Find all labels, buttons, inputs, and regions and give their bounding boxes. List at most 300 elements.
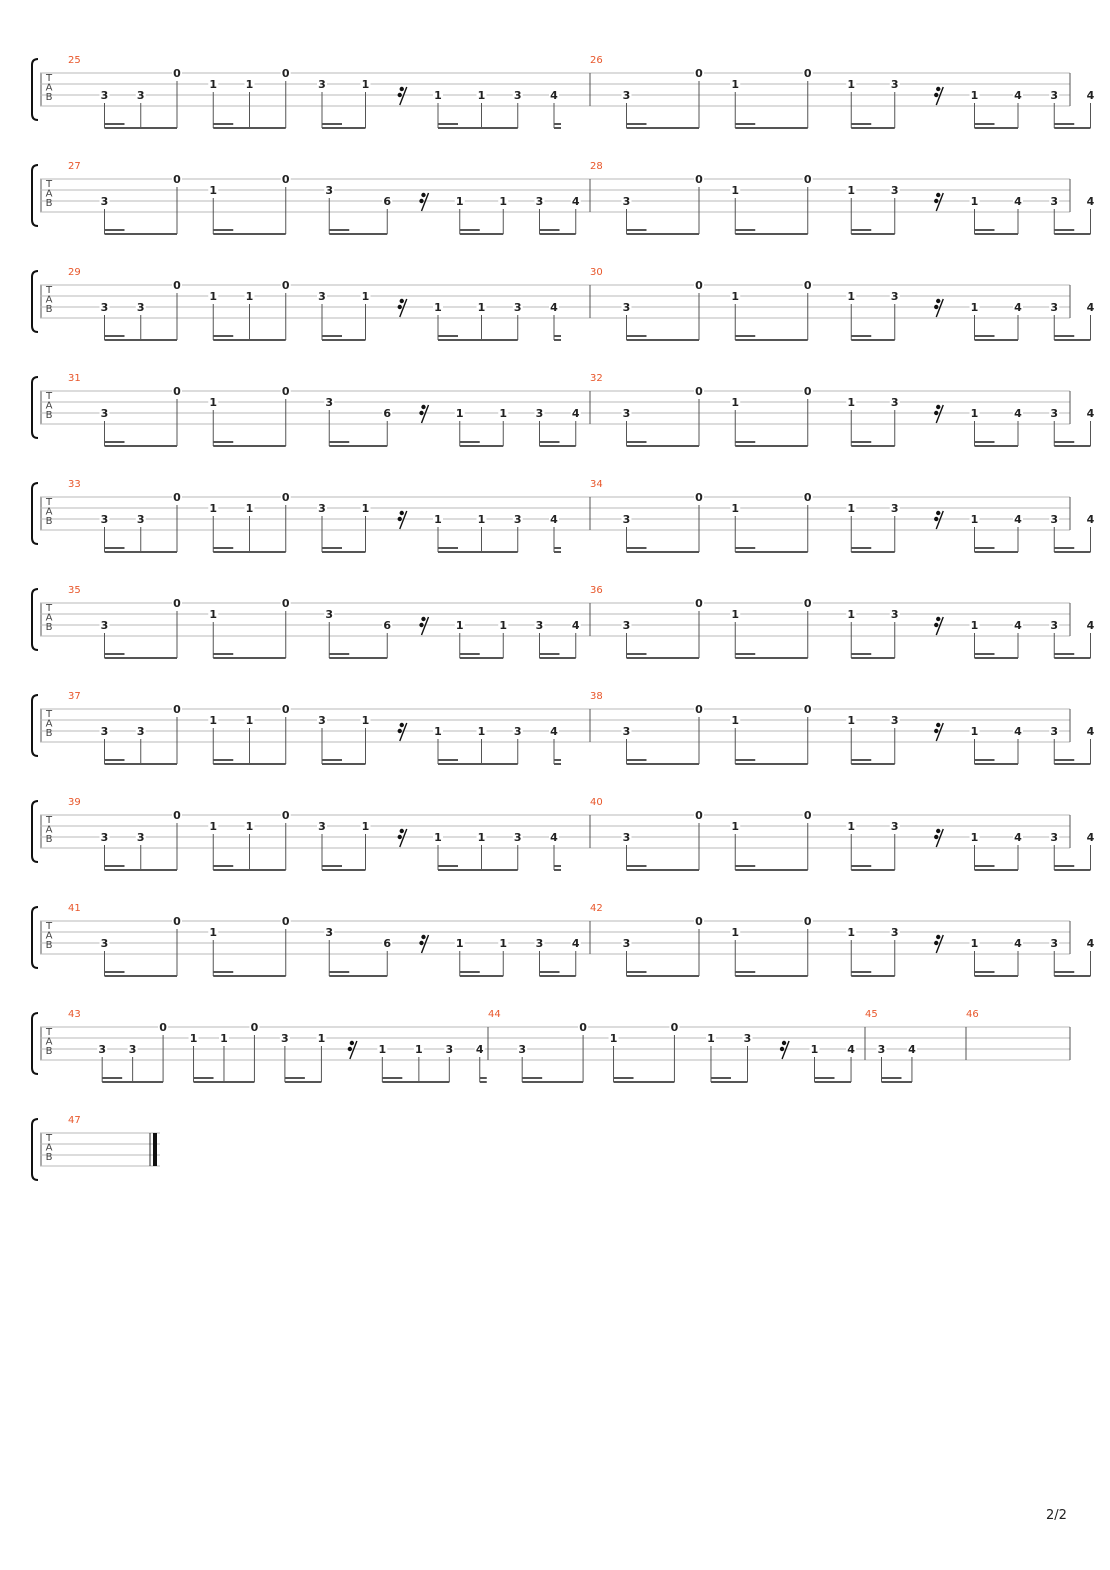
fret-number: 1	[499, 619, 508, 632]
fret-number: 0	[695, 279, 703, 292]
fret-number: 1	[361, 78, 370, 91]
fret-number: 1	[361, 820, 370, 833]
fret-number: 1	[847, 608, 856, 621]
sixteenth-rest-flag	[934, 305, 938, 309]
fret-number: 3	[535, 937, 544, 950]
fret-number: 3	[445, 1043, 454, 1056]
sixteenth-rest-flag	[936, 829, 940, 833]
fret-number: 3	[513, 513, 522, 526]
fret-number: 0	[281, 385, 290, 398]
fret-number: 1	[499, 195, 508, 208]
tab-clef-letter: B	[45, 940, 53, 951]
tab-clef-letter: B	[45, 92, 53, 103]
fret-number: 1	[434, 301, 442, 314]
fret-number: 3	[136, 725, 145, 738]
fret-number: 1	[455, 195, 464, 208]
fret-number: 4	[1086, 831, 1095, 844]
fret-number: 0	[695, 173, 703, 186]
fret-number: 0	[281, 809, 290, 822]
sixteenth-rest-flag	[421, 617, 425, 621]
fret-number: 6	[383, 407, 392, 420]
measure-number: 46	[966, 1009, 979, 1020]
fret-number: 1	[970, 619, 979, 632]
tab-clef-letter: B	[45, 1152, 53, 1163]
measure-number: 31	[68, 373, 81, 384]
fret-number: 1	[361, 714, 370, 727]
fret-number: 1	[209, 926, 218, 939]
fret-number: 1	[499, 937, 508, 950]
tab-clef-letter: A	[45, 1142, 53, 1154]
fret-number: 1	[609, 1032, 618, 1045]
tab-clef-letter: A	[45, 400, 53, 412]
tab-clef-letter: T	[45, 709, 53, 720]
fret-number: 0	[173, 67, 181, 80]
fret-number: 3	[136, 831, 145, 844]
fret-number: 1	[477, 831, 486, 844]
measure-number: 40	[590, 797, 603, 808]
sixteenth-rest-flag	[934, 93, 938, 97]
fret-number: 0	[173, 597, 181, 610]
tab-clef-letter: B	[45, 728, 53, 739]
fret-number: 1	[847, 184, 856, 197]
fret-number: 1	[209, 714, 218, 727]
fret-number: 1	[378, 1043, 387, 1056]
tab-clef-letter: T	[45, 179, 53, 190]
tab-clef-letter: A	[45, 1036, 53, 1048]
fret-number: 4	[571, 407, 580, 420]
measure-number: 36	[590, 585, 603, 596]
fret-number: 1	[970, 407, 979, 420]
fret-number: 0	[579, 1021, 587, 1034]
fret-number: 3	[890, 608, 899, 621]
fret-number: 1	[731, 396, 740, 409]
fret-number: 3	[535, 407, 544, 420]
tab-clef-letter: T	[45, 285, 53, 296]
fret-number: 1	[245, 714, 254, 727]
fret-number: 1	[731, 608, 740, 621]
fret-number: 1	[731, 184, 740, 197]
system-bracket	[32, 1119, 38, 1180]
fret-number: 4	[1086, 513, 1095, 526]
fret-number: 1	[209, 608, 218, 621]
fret-number: 3	[100, 301, 109, 314]
fret-number: 1	[847, 502, 856, 515]
tab-clef-letter: A	[45, 82, 53, 94]
fret-number: 3	[1050, 301, 1059, 314]
tab-clef-letter: A	[45, 294, 53, 306]
fret-number: 3	[136, 513, 145, 526]
fret-number: 0	[803, 279, 812, 292]
fret-number: 0	[173, 173, 181, 186]
fret-number: 1	[477, 513, 486, 526]
sixteenth-rest-flag	[934, 517, 938, 521]
fret-number: 3	[1050, 725, 1059, 738]
fret-number: 1	[245, 820, 254, 833]
measure-number: 44	[488, 1009, 501, 1020]
tab-clef-letter: A	[45, 718, 53, 730]
fret-number: 1	[847, 396, 856, 409]
fret-number: 1	[970, 301, 979, 314]
sixteenth-rest-flag	[934, 623, 938, 627]
fret-number: 3	[513, 831, 522, 844]
tab-clef-letter: T	[45, 1133, 53, 1144]
fret-number: 1	[847, 290, 856, 303]
sixteenth-rest-flag	[936, 511, 940, 515]
sixteenth-rest-flag	[400, 511, 404, 515]
system-bracket	[32, 59, 38, 120]
sixteenth-rest-flag	[419, 199, 423, 203]
fret-number: 1	[245, 290, 254, 303]
fret-number: 3	[890, 820, 899, 833]
fret-number: 3	[622, 513, 631, 526]
fret-number: 0	[250, 1021, 259, 1034]
fret-number: 3	[281, 1032, 289, 1045]
fret-number: 4	[1086, 619, 1095, 632]
fret-number: 3	[622, 619, 631, 632]
sixteenth-rest-flag	[780, 1047, 784, 1051]
sixteenth-rest-flag	[934, 941, 938, 945]
fret-number: 3	[513, 301, 522, 314]
fret-number: 4	[1014, 619, 1022, 632]
fret-number: 0	[159, 1021, 167, 1034]
fret-number: 1	[209, 184, 218, 197]
measure-number: 47	[68, 1115, 81, 1126]
fret-number: 3	[98, 1043, 107, 1056]
sixteenth-rest-flag	[400, 829, 404, 833]
sixteenth-rest-flag	[934, 199, 938, 203]
measure-number: 42	[590, 903, 603, 914]
measure-number: 38	[590, 691, 603, 702]
fret-number: 0	[173, 809, 181, 822]
fret-number: 3	[890, 290, 899, 303]
sixteenth-rest-flag	[400, 87, 404, 91]
fret-number: 1	[434, 725, 442, 738]
fret-number: 1	[220, 1032, 228, 1045]
fret-number: 0	[803, 67, 812, 80]
tab-clef-letter: B	[45, 410, 53, 421]
system-bracket	[32, 589, 38, 650]
fret-number: 1	[209, 502, 218, 515]
fret-number: 3	[1050, 831, 1059, 844]
sixteenth-rest-flag	[398, 305, 402, 309]
fret-number: 4	[550, 725, 558, 738]
fret-number: 0	[173, 279, 181, 292]
sixteenth-rest-flag	[934, 835, 938, 839]
fret-number: 1	[731, 820, 740, 833]
fret-number: 0	[803, 491, 812, 504]
fret-number: 4	[1086, 301, 1095, 314]
measure-number: 35	[68, 585, 81, 596]
fret-number: 0	[173, 385, 181, 398]
fret-number: 0	[281, 67, 290, 80]
tab-clef-letter: B	[45, 516, 53, 527]
fret-number: 3	[100, 619, 109, 632]
fret-number: 3	[622, 407, 631, 420]
fret-number: 1	[847, 820, 856, 833]
fret-number: 0	[173, 915, 181, 928]
fret-number: 3	[1050, 619, 1059, 632]
fret-number: 1	[245, 502, 254, 515]
fret-number: 1	[970, 89, 979, 102]
fret-number: 1	[361, 502, 370, 515]
fret-number: 4	[550, 89, 558, 102]
fret-number: 0	[695, 491, 703, 504]
measure-number: 32	[590, 373, 603, 384]
fret-number: 0	[695, 809, 703, 822]
fret-number: 4	[1014, 407, 1022, 420]
fret-number: 0	[803, 173, 812, 186]
sixteenth-rest-flag	[934, 729, 938, 733]
measure-number: 37	[68, 691, 81, 702]
fret-number: 3	[318, 78, 326, 91]
fret-number: 1	[847, 78, 856, 91]
sixteenth-rest-flag	[400, 299, 404, 303]
sixteenth-rest-flag	[936, 299, 940, 303]
sixteenth-rest-flag	[936, 405, 940, 409]
tab-clef-letter: T	[45, 603, 53, 614]
fret-number: 1	[209, 396, 218, 409]
fret-number: 4	[908, 1043, 916, 1056]
fret-number: 0	[695, 385, 703, 398]
fret-number: 0	[281, 703, 290, 716]
system-bracket	[32, 695, 38, 756]
tab-clef-letter: B	[45, 834, 53, 845]
fret-number: 1	[477, 89, 486, 102]
sixteenth-rest-flag	[934, 411, 938, 415]
fret-number: 3	[325, 184, 334, 197]
tab-clef-letter: T	[45, 497, 53, 508]
tab-clef-letter: B	[45, 198, 53, 209]
fret-number: 4	[1014, 725, 1022, 738]
fret-number: 3	[1050, 89, 1059, 102]
fret-number: 3	[325, 608, 334, 621]
fret-number: 0	[173, 491, 181, 504]
sixteenth-rest-flag	[419, 941, 423, 945]
fret-number: 1	[847, 926, 856, 939]
fret-number: 4	[1086, 195, 1095, 208]
fret-number: 3	[136, 301, 145, 314]
fret-number: 4	[1086, 937, 1095, 950]
fret-number: 1	[317, 1032, 326, 1045]
sixteenth-rest-flag	[398, 517, 402, 521]
fret-number: 0	[803, 703, 812, 716]
sixteenth-rest-flag	[419, 411, 423, 415]
fret-number: 0	[695, 703, 703, 716]
fret-number: 3	[622, 725, 631, 738]
sixteenth-rest-flag	[400, 723, 404, 727]
fret-number: 3	[890, 926, 899, 939]
sixteenth-rest-flag	[421, 405, 425, 409]
sixteenth-rest-flag	[421, 935, 425, 939]
fret-number: 3	[535, 195, 544, 208]
fret-number: 3	[318, 714, 326, 727]
measure-number: 26	[590, 55, 603, 66]
fret-number: 4	[1014, 937, 1022, 950]
fret-number: 0	[803, 597, 812, 610]
system-bracket	[32, 377, 38, 438]
measure-number: 29	[68, 267, 81, 278]
fret-number: 0	[803, 809, 812, 822]
fret-number: 1	[455, 619, 464, 632]
sixteenth-rest-flag	[398, 93, 402, 97]
fret-number: 3	[100, 513, 109, 526]
fret-number: 3	[513, 89, 522, 102]
fret-number: 3	[100, 407, 109, 420]
fret-number: 4	[1014, 89, 1022, 102]
sixteenth-rest-flag	[421, 193, 425, 197]
fret-number: 3	[513, 725, 522, 738]
fret-number: 0	[695, 915, 703, 928]
fret-number: 4	[571, 195, 580, 208]
fret-number: 0	[281, 915, 290, 928]
fret-number: 1	[455, 937, 464, 950]
fret-number: 3	[622, 937, 631, 950]
fret-number: 4	[1086, 725, 1095, 738]
fret-number: 1	[731, 926, 740, 939]
fret-number: 4	[550, 301, 558, 314]
tab-clef-letter: T	[45, 815, 53, 826]
tab-clef-letter: A	[45, 824, 53, 836]
fret-number: 4	[1014, 195, 1022, 208]
fret-number: 0	[803, 915, 812, 928]
fret-number: 6	[383, 619, 392, 632]
fret-number: 1	[970, 725, 979, 738]
fret-number: 1	[810, 1043, 819, 1056]
system-bracket	[32, 1013, 38, 1074]
fret-number: 1	[209, 820, 218, 833]
fret-number: 3	[1050, 513, 1059, 526]
system-bracket	[32, 271, 38, 332]
fret-number: 4	[550, 831, 558, 844]
measure-number: 34	[590, 479, 603, 490]
system-bracket	[32, 483, 38, 544]
fret-number: 1	[415, 1043, 423, 1056]
fret-number: 3	[100, 937, 109, 950]
fret-number: 3	[743, 1032, 752, 1045]
tab-clef-letter: T	[45, 73, 53, 84]
fret-number: 1	[970, 195, 979, 208]
fret-number: 3	[890, 184, 899, 197]
fret-number: 1	[434, 89, 442, 102]
tab-clef-letter: A	[45, 930, 53, 942]
fret-number: 1	[970, 513, 979, 526]
sixteenth-rest-flag	[348, 1047, 352, 1051]
fret-number: 1	[731, 78, 740, 91]
fret-number: 3	[325, 926, 334, 939]
fret-number: 6	[383, 937, 392, 950]
system-bracket	[32, 907, 38, 968]
fret-number: 4	[571, 937, 580, 950]
fret-number: 0	[803, 385, 812, 398]
fret-number: 3	[100, 725, 109, 738]
page-number: 2/2	[1046, 1508, 1067, 1523]
tab-clef-letter: B	[45, 622, 53, 633]
fret-number: 1	[731, 714, 740, 727]
fret-number: 0	[281, 279, 290, 292]
sixteenth-rest-flag	[936, 193, 940, 197]
fret-number: 3	[100, 195, 109, 208]
fret-number: 4	[1014, 831, 1022, 844]
fret-number: 0	[670, 1021, 679, 1034]
fret-number: 1	[731, 290, 740, 303]
sixteenth-rest-flag	[936, 87, 940, 91]
measure-number: 30	[590, 267, 603, 278]
sixteenth-rest-flag	[936, 617, 940, 621]
fret-number: 0	[695, 597, 703, 610]
fret-number: 3	[100, 89, 109, 102]
fret-number: 1	[434, 513, 442, 526]
fret-number: 3	[890, 396, 899, 409]
sixteenth-rest-flag	[936, 935, 940, 939]
sixteenth-rest-flag	[350, 1041, 354, 1045]
measure-number: 28	[590, 161, 603, 172]
fret-number: 3	[100, 831, 109, 844]
measure-number: 33	[68, 479, 81, 490]
fret-number: 3	[890, 78, 899, 91]
measure-number: 43	[68, 1009, 81, 1020]
fret-number: 0	[173, 703, 181, 716]
fret-number: 1	[499, 407, 508, 420]
fret-number: 0	[281, 491, 290, 504]
fret-number: 1	[477, 725, 486, 738]
fret-number: 4	[1014, 513, 1022, 526]
fret-number: 4	[571, 619, 580, 632]
fret-number: 3	[535, 619, 544, 632]
fret-number: 1	[209, 290, 218, 303]
sixteenth-rest-flag	[936, 723, 940, 727]
fret-number: 4	[475, 1043, 484, 1056]
fret-number: 3	[318, 820, 326, 833]
fret-number: 3	[622, 831, 631, 844]
fret-number: 4	[1086, 407, 1095, 420]
fret-number: 1	[245, 78, 254, 91]
fret-number: 3	[877, 1043, 886, 1056]
fret-number: 3	[1050, 195, 1059, 208]
fret-number: 4	[550, 513, 558, 526]
measure-number: 39	[68, 797, 81, 808]
fret-number: 6	[383, 195, 392, 208]
fret-number: 1	[434, 831, 442, 844]
sixteenth-rest-flag	[398, 835, 402, 839]
tab-clef-letter: T	[45, 1027, 53, 1038]
sixteenth-rest-flag	[419, 623, 423, 627]
measure-number: 25	[68, 55, 81, 66]
fret-number: 0	[281, 173, 290, 186]
measure-number: 27	[68, 161, 81, 172]
fret-number: 1	[970, 937, 979, 950]
fret-number: 1	[455, 407, 464, 420]
tab-clef-letter: A	[45, 506, 53, 518]
fret-number: 3	[890, 502, 899, 515]
fret-number: 1	[847, 714, 856, 727]
fret-number: 3	[325, 396, 334, 409]
measure-number: 41	[68, 903, 81, 914]
fret-number: 3	[1050, 937, 1059, 950]
fret-number: 3	[136, 89, 145, 102]
fret-number: 1	[361, 290, 370, 303]
fret-number: 1	[707, 1032, 715, 1045]
fret-number: 1	[209, 78, 218, 91]
fret-number: 3	[318, 290, 326, 303]
fret-number: 4	[1086, 89, 1095, 102]
fret-number: 0	[695, 67, 703, 80]
fret-number: 3	[518, 1043, 527, 1056]
fret-number: 1	[189, 1032, 198, 1045]
fret-number: 1	[970, 831, 979, 844]
fret-number: 3	[622, 89, 631, 102]
tab-clef-letter: A	[45, 188, 53, 200]
fret-number: 1	[731, 502, 740, 515]
